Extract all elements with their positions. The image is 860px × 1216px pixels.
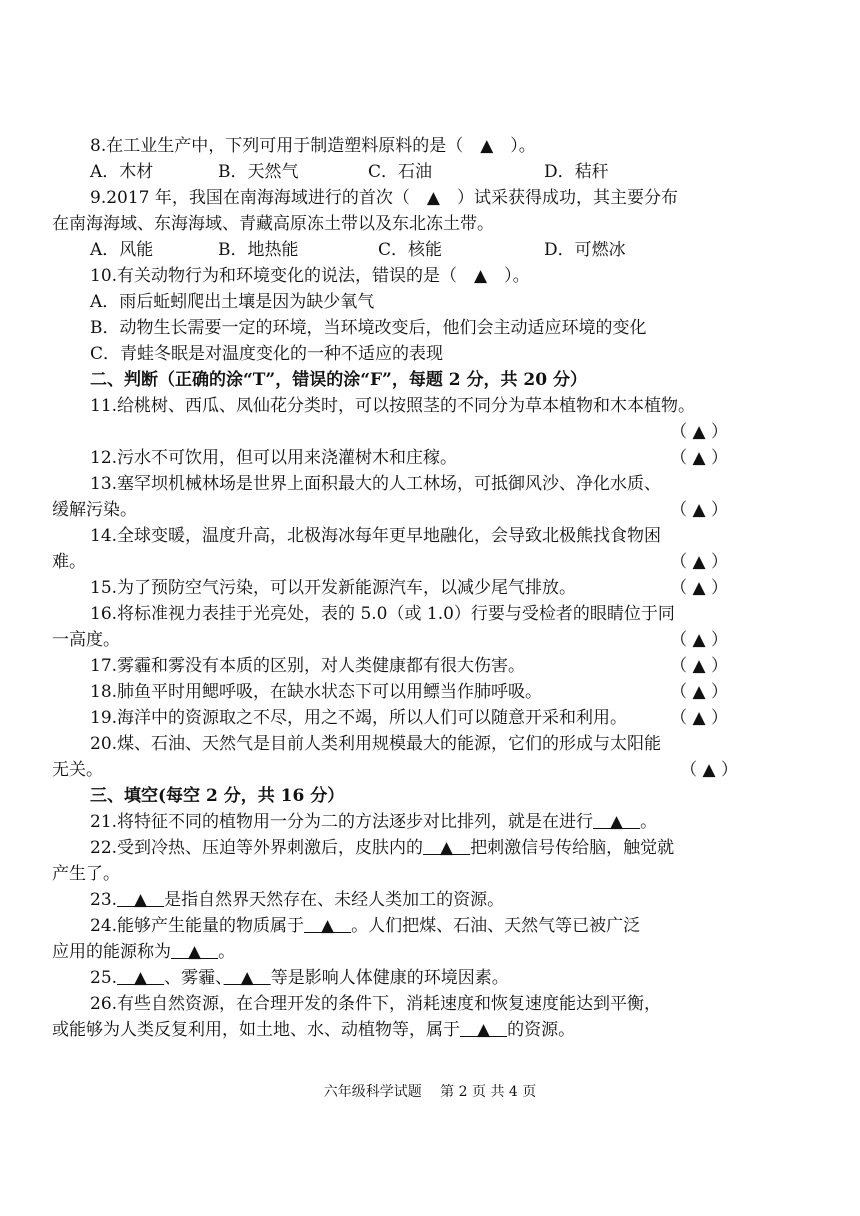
q21-blank: ▲ — [593, 812, 641, 832]
q15-text: 15.为了预防空气污染，可以开发新能源汽车，以减少尾气排放。 — [90, 578, 577, 598]
q15-answer-mark: （ ▲ ） — [670, 578, 728, 598]
section2-heading: 二、判断（正确的涂“T”，错误的涂“F”，每题 2 分，共 20 分） — [90, 370, 587, 390]
q20-answer-mark: （ ▲ ） — [680, 760, 738, 780]
q26-blank: ▲ — [460, 1020, 508, 1040]
q24-text-c: 应用的能源称为 — [52, 942, 171, 962]
q9-stem-line1: 9.2017 年，我国在南海海域进行的首次（ ▲ ）试采获得成功，其主要分布 — [90, 188, 678, 208]
q18-text: 18.肺鱼平时用鳃呼吸，在缺水状态下可以用鳔当作肺呼吸。 — [90, 682, 543, 702]
q22-text-line1 — [90, 836, 674, 860]
q24-blank-2: ▲ — [171, 942, 219, 962]
q23-text-a: 23. — [90, 890, 118, 910]
q24-text-line1 — [90, 914, 640, 938]
q17-answer-mark: （ ▲ ） — [670, 656, 728, 676]
q10-stem: 10.有关动物行为和环境变化的说法，错误的是（ ▲ ）。 — [90, 266, 530, 286]
q26-text-line2 — [52, 1018, 575, 1042]
q9-option-a: A．风能 — [90, 240, 154, 260]
q24-text-b: 。人们把煤、石油、天然气等已被广泛 — [351, 916, 641, 936]
q8-options — [90, 160, 609, 184]
q23-blank: ▲ — [117, 890, 165, 910]
q9-stem-line2: 在南海海域、东海海域、青藏高原冻土带以及东北冻土带。 — [52, 214, 494, 234]
q25-blank-2: ▲ — [223, 968, 271, 988]
q8-option-b: B．天然气 — [218, 162, 299, 182]
q13-text-line2: 缓解污染。 — [52, 500, 137, 520]
q13-text-line1: 13.塞罕坝机械林场是世界上面积最大的人工林场，可抵御风沙、净化水质、 — [90, 474, 662, 494]
q14-text-line1: 14.全球变暖，温度升高，北极海冰每年更早地融化，会导致北极熊找食物困 — [90, 526, 662, 546]
q20-text-line1: 20.煤、石油、天然气是目前人类利用规模最大的能源，它们的形成与太阳能 — [90, 734, 662, 754]
q25-text-c: 等是影响人体健康的环境因素。 — [270, 968, 509, 988]
q21-text-a: 21.将特征不同的植物用一分为二的方法逐步对比排列，就是在进行 — [90, 812, 594, 832]
q24-text-a: 24.能够产生能量的物质属于 — [90, 916, 305, 936]
q12-text: 12.污水不可饮用，但可以用来浇灌树木和庄稼。 — [90, 448, 458, 468]
q9-option-c: C．核能 — [378, 240, 443, 260]
q24-text-d: 。 — [218, 942, 236, 962]
q23-text — [90, 888, 504, 912]
q8-option-d: D．秸秆 — [544, 162, 609, 182]
q19-answer-mark: （ ▲ ） — [670, 708, 728, 728]
q22-blank: ▲ — [423, 838, 471, 858]
q12-answer-mark: （ ▲ ） — [670, 448, 728, 468]
q11-answer-mark: （ ▲ ） — [670, 422, 728, 442]
q25-blank-1: ▲ — [117, 968, 165, 988]
q20-text-line2: 无关。 — [52, 760, 103, 780]
q10-option-a: A．雨后蚯蚓爬出土壤是因为缺少氧气 — [90, 292, 375, 312]
q22-text-b: 把刺激信号传给脑，触觉就 — [470, 838, 675, 858]
q25-text-a: 25. — [90, 968, 118, 988]
q16-text-line1: 16.将标准视力表挂于光亮处，表的 5.0（或 1.0）行要与受检者的眼睛位于同 — [90, 604, 675, 624]
q19-text: 19.海洋中的资源取之不尽，用之不竭，所以人们可以随意开采和利用。 — [90, 708, 628, 728]
q21-text — [90, 810, 657, 834]
q16-answer-mark: （ ▲ ） — [670, 630, 728, 650]
q10-option-c: C．青蛙冬眠是对温度变化的一种不适应的表现 — [90, 344, 444, 364]
q8-option-c: C．石油 — [368, 162, 433, 182]
q26-text-b: 的资源。 — [507, 1020, 576, 1040]
q8-option-a: A．木材 — [90, 162, 154, 182]
q23-text-b: 是指自然界天然存在、未经人类加工的资源。 — [164, 890, 505, 910]
q17-text: 17.雾霾和雾没有本质的区别，对人类健康都有很大伤害。 — [90, 656, 526, 676]
page-footer: 六年级科学试题 第 2 页 共 4 页 — [323, 1084, 537, 1100]
q22-text-line2: 产生了。 — [52, 864, 120, 884]
q13-answer-mark: （ ▲ ） — [670, 500, 728, 520]
q14-answer-mark: （ ▲ ） — [670, 552, 728, 572]
q8-stem: 8.在工业生产中，下列可用于制造塑料原料的是（ ▲ ）。 — [90, 136, 536, 156]
q26-text-line1: 26.有些自然资源，在合理开发的条件下，消耗速度和恢复速度能达到平衡， — [90, 994, 662, 1014]
q9-option-d: D．可燃冰 — [544, 240, 626, 260]
q22-text-a: 22.受到冷热、压迫等外界刺激后，皮肤内的 — [90, 838, 424, 858]
q18-answer-mark: （ ▲ ） — [670, 682, 728, 702]
q24-text-line2 — [52, 940, 235, 964]
q9-option-b: B．地热能 — [218, 240, 299, 260]
q26-text-a: 或能够为人类反复利用，如土地、水、动植物等，属于 — [52, 1020, 460, 1040]
q11-text: 11.给桃树、西瓜、凤仙花分类时，可以按照茎的不同分为草本植物和木本植物。 — [90, 396, 696, 416]
q25-text — [90, 966, 509, 990]
section3-heading: 三、填空(每空 2 分，共 16 分） — [90, 786, 345, 806]
q14-text-line2: 难。 — [52, 552, 86, 572]
q16-text-line2: 一高度。 — [52, 630, 120, 650]
q21-text-b: 。 — [640, 812, 658, 832]
q10-option-b: B．动物生长需要一定的环境，当环境改变后，他们会主动适应环境的变化 — [90, 318, 647, 338]
q24-blank-1: ▲ — [304, 916, 352, 936]
q9-options — [90, 238, 626, 262]
q25-text-b: 、雾霾、 — [164, 968, 224, 988]
